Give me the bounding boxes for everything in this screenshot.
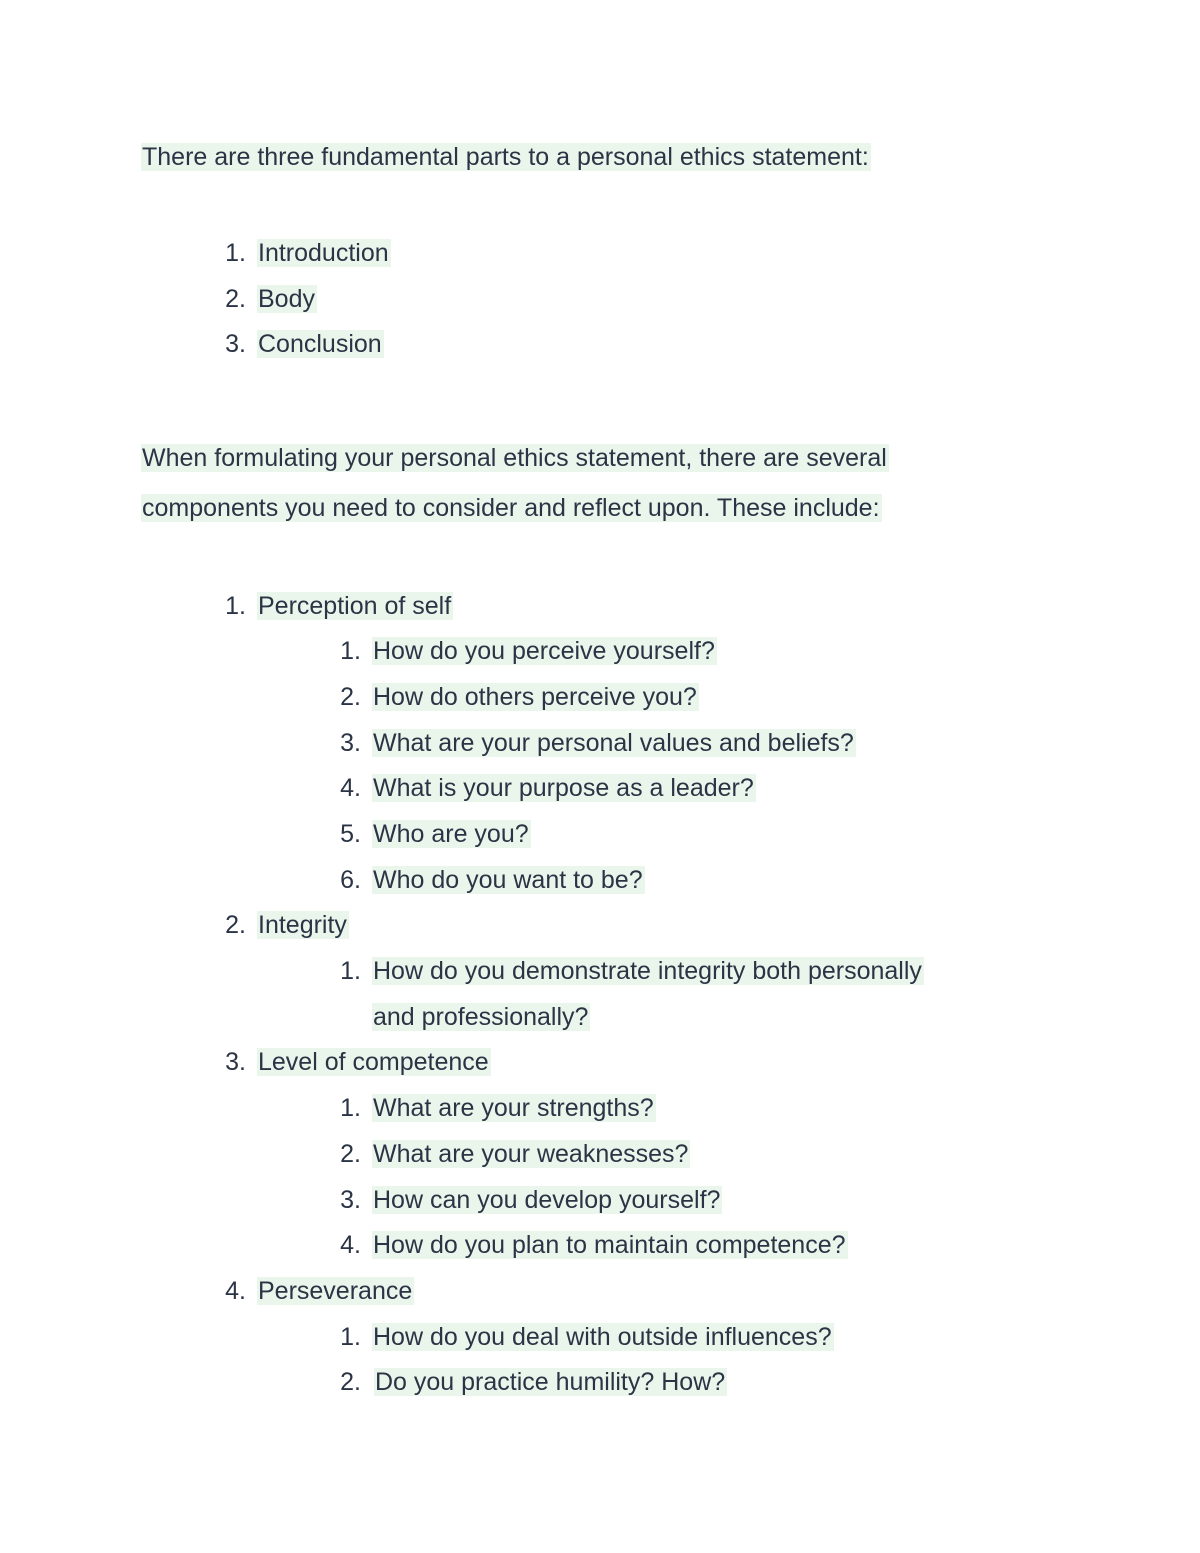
- question-item: 3. How can you develop yourself?: [340, 1186, 721, 1214]
- list-item: 1. Introduction: [225, 239, 389, 267]
- components-paragraph-line: components you need to consider and reflect upon. These include:: [142, 494, 880, 522]
- component-item: 1. Perception of self: [225, 592, 452, 620]
- intro-paragraph: There are three fundamental parts to a personal ethics statement:: [142, 143, 869, 171]
- question-item: 2. How do others perceive you?: [340, 683, 697, 711]
- component-label: Perseverance: [258, 1277, 413, 1305]
- question-item: 3. What are your personal values and beliefs?: [340, 729, 854, 757]
- question-item: 1. What are your strengths?: [340, 1094, 654, 1122]
- component-item: 3. Level of competence: [225, 1048, 489, 1076]
- list-item: 2. Body: [225, 285, 315, 313]
- question-item: 1. How do you perceive yourself?: [340, 637, 715, 665]
- list-item-label: Body: [258, 285, 315, 313]
- question-item: 4. How do you plan to maintain competence?: [340, 1231, 846, 1259]
- question-item: 2. What are your weaknesses?: [340, 1140, 689, 1168]
- list-item-label: Conclusion: [258, 330, 382, 358]
- question-item: 1. How do you deal with outside influences?: [340, 1323, 832, 1351]
- component-item: 4. Perseverance: [225, 1277, 413, 1305]
- component-label: Level of competence: [258, 1048, 489, 1076]
- component-item: 2. Integrity: [225, 911, 347, 939]
- question-item: 5. Who are you?: [340, 820, 529, 848]
- component-label: Integrity: [258, 911, 347, 939]
- components-paragraph-line: When formulating your personal ethics statement, there are several: [142, 444, 887, 472]
- question-item: 6. Who do you want to be?: [340, 866, 643, 894]
- list-item: 3. Conclusion: [225, 330, 382, 358]
- component-label: Perception of self: [258, 592, 452, 620]
- list-item-label: Introduction: [258, 239, 389, 267]
- question-continuation: and professionally?: [373, 1003, 589, 1031]
- question-item: 4. What is your purpose as a leader?: [340, 774, 754, 802]
- question-item: 1. How do you demonstrate integrity both personally: [340, 957, 922, 985]
- question-item: 2. Do you practice humility? How?: [340, 1368, 726, 1396]
